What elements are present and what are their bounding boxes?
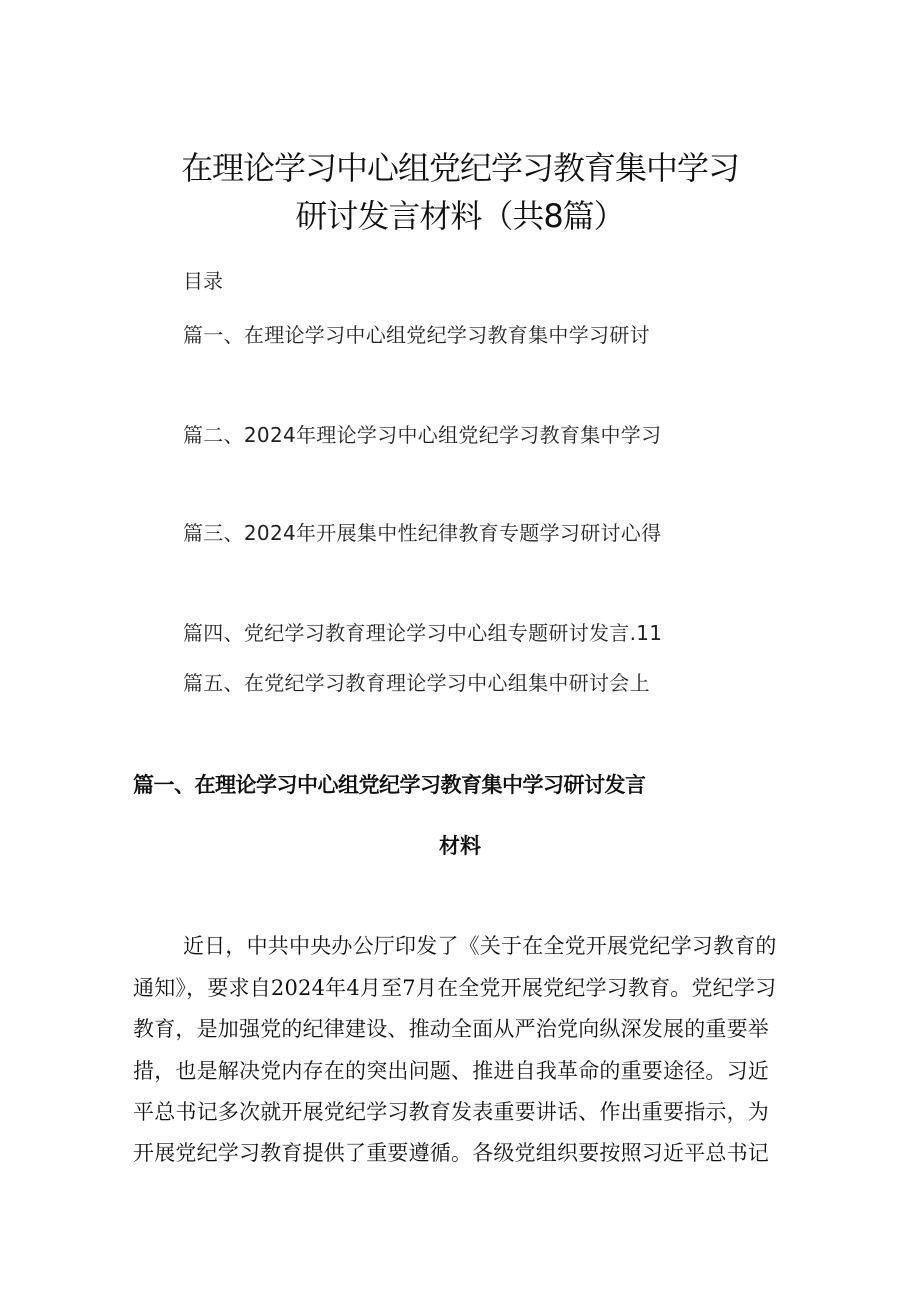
body-text-line: 平总书记多次就开展党纪学习教育发表重要讲话、作出重要指示，为: [133, 1100, 769, 1124]
body-text-line: 通知》，要求自2024年4月至7月在全党开展党纪学习教育。党纪学习: [133, 976, 777, 1000]
section-title-line-2: 材料: [439, 834, 481, 858]
body-text-line: 措，也是解决党内存在的突出问题、推进自我革命的重要途径。习近: [133, 1059, 769, 1083]
document-title-line-2: 研讨发言材料（共8篇）: [295, 197, 625, 235]
toc-item[interactable]: 篇二、2024年理论学习中心组党纪学习教育集中学习: [183, 423, 662, 447]
toc-item[interactable]: 篇四、党纪学习教育理论学习中心组专题研讨发言.11: [183, 621, 663, 645]
toc-item[interactable]: 篇五、在党纪学习教育理论学习中心组集中研讨会上: [183, 671, 650, 695]
toc-heading: 目录: [183, 269, 223, 293]
toc-item[interactable]: 篇三、2024年开展集中性纪律教育专题学习研讨心得: [183, 521, 662, 545]
body-text-line: 近日，中共中央办公厅印发了《关于在全党开展党纪学习教育的: [183, 934, 777, 958]
body-text-line: 开展党纪学习教育提供了重要遵循。各级党组织要按照习近平总书记: [133, 1141, 769, 1165]
section-title-line-1: 篇一、在理论学习中心组党纪学习教育集中学习研讨发言: [133, 773, 646, 797]
toc-item[interactable]: 篇一、在理论学习中心组党纪学习教育集中学习研讨: [183, 323, 650, 347]
body-text-line: 教育，是加强党的纪律建设、推动全面从严治党向纵深发展的重要举: [133, 1017, 769, 1041]
document-title-line-1: 在理论学习中心组党纪学习教育集中学习: [180, 149, 739, 187]
